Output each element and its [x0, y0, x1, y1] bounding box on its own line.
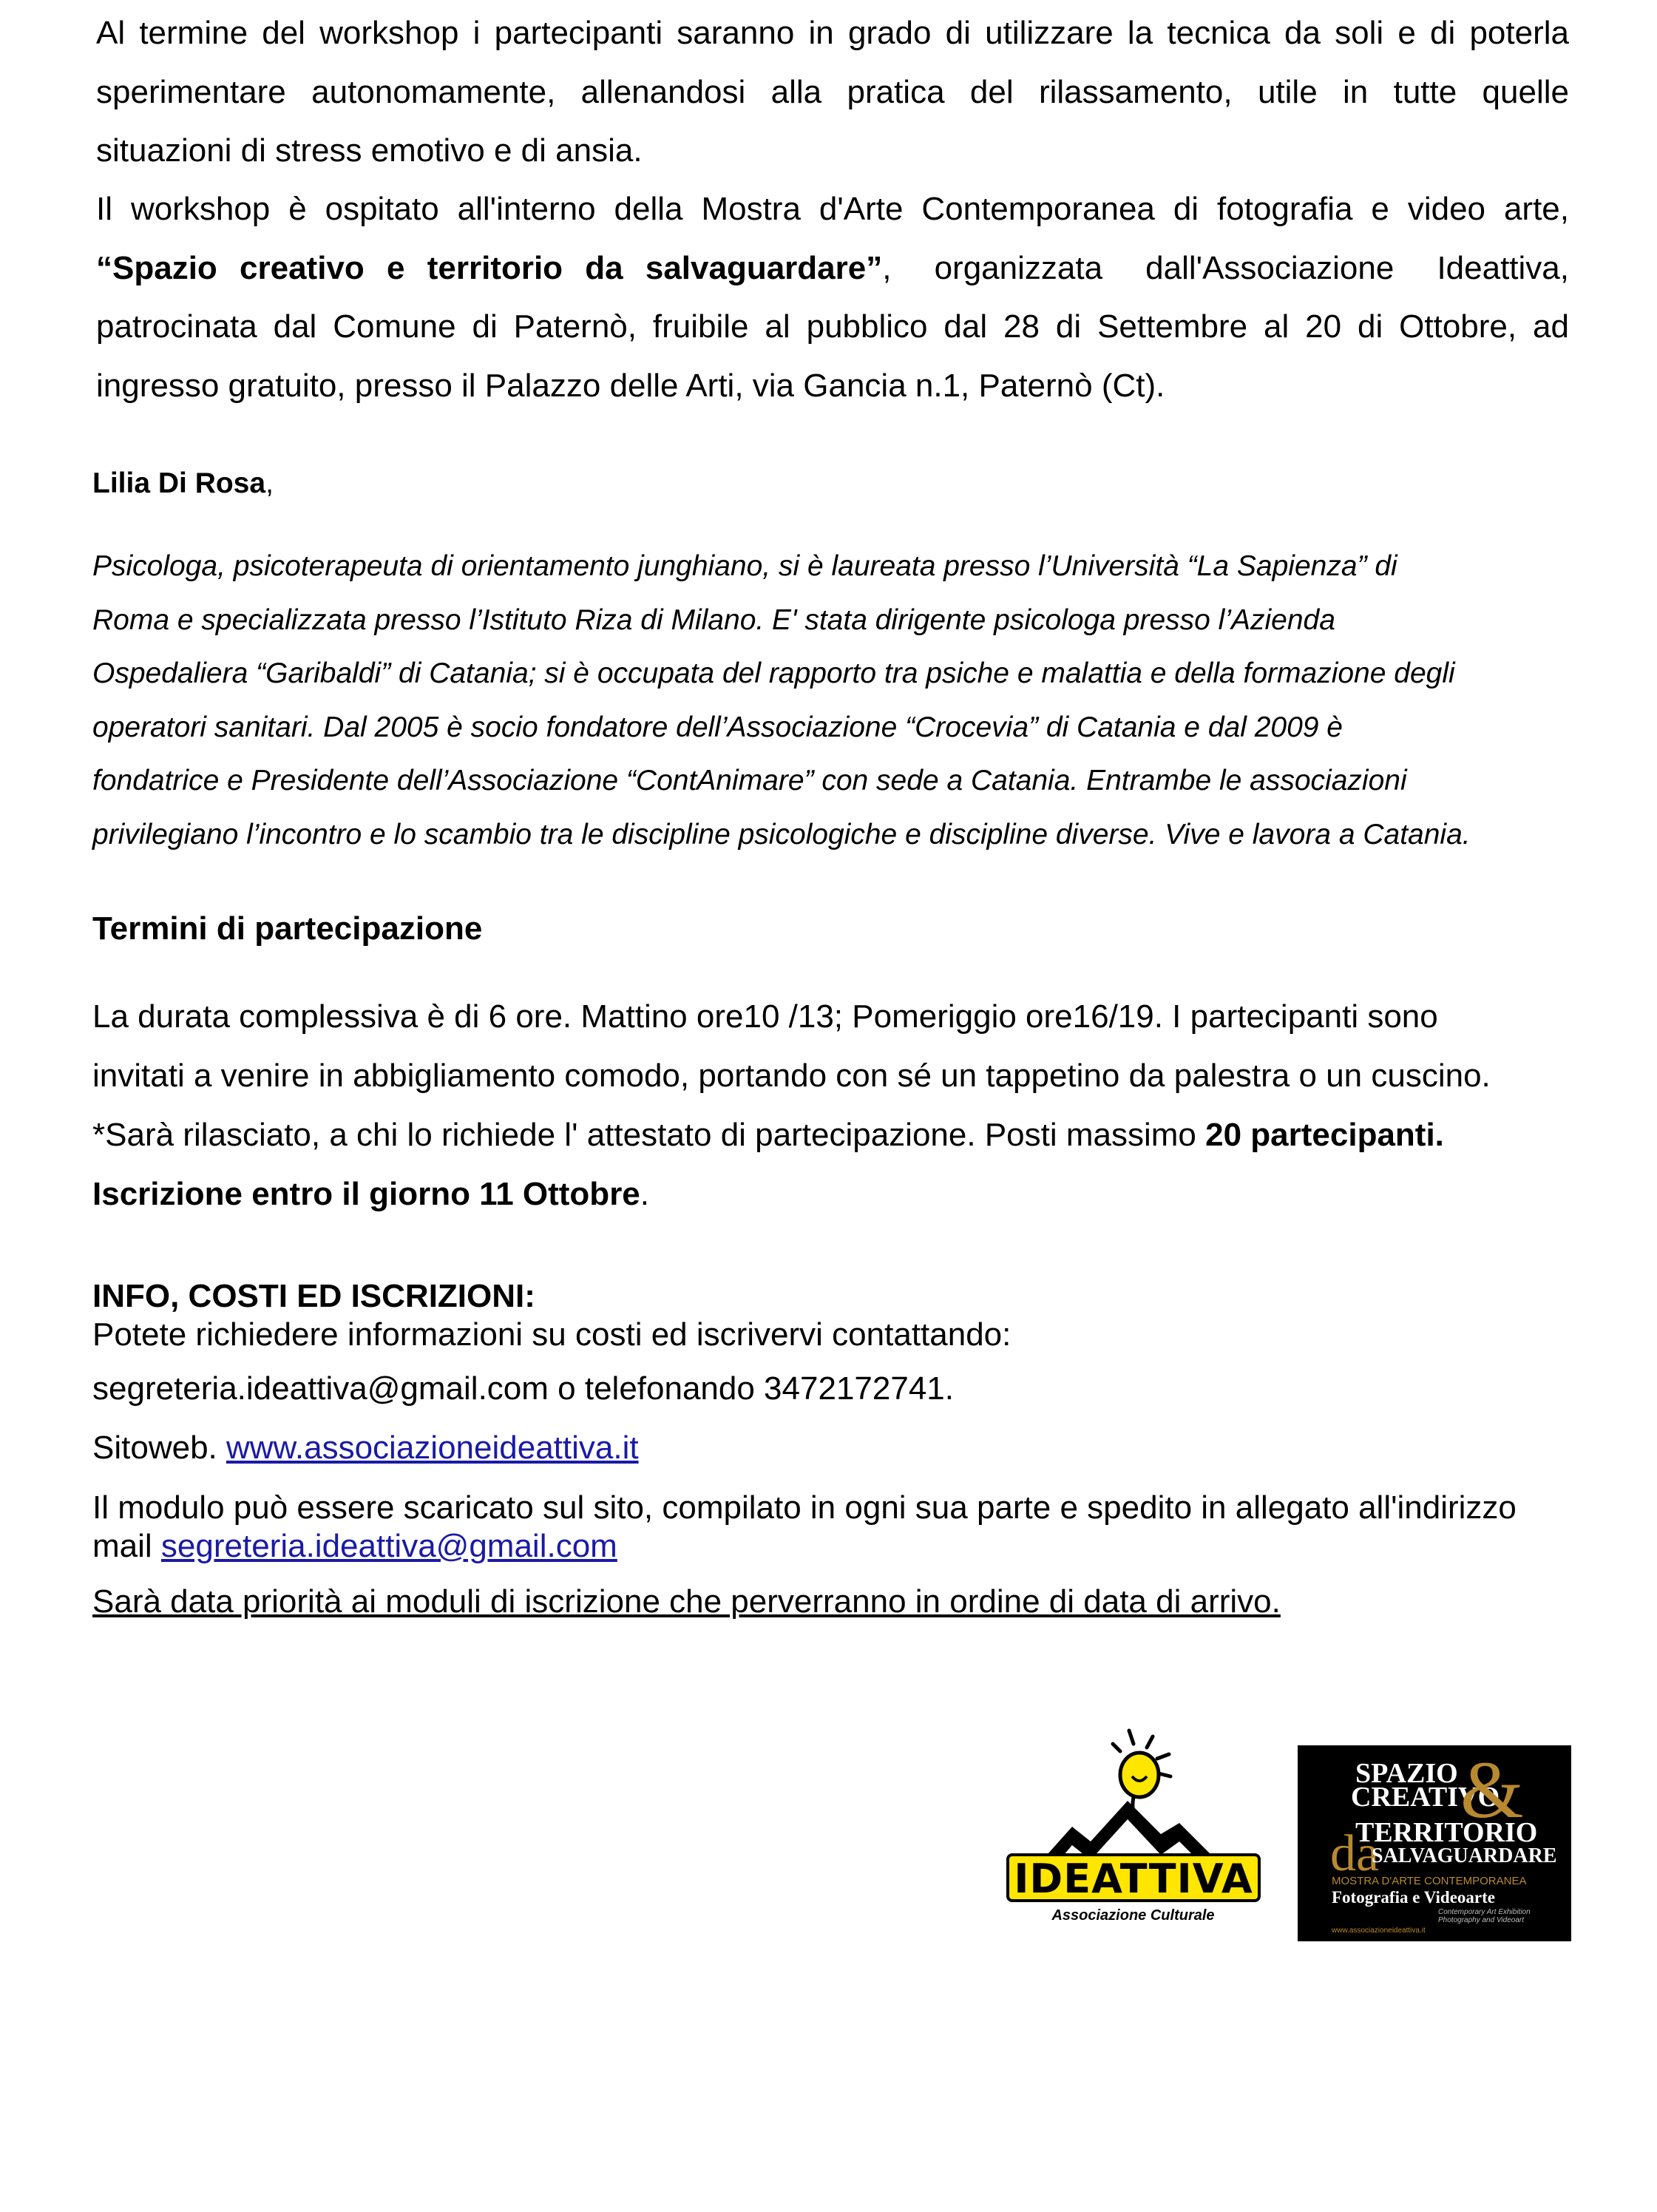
- logo-text-salvaguardare: SALVAGUARDARE: [1372, 1844, 1557, 1867]
- author-name: Lilia Di Rosa: [92, 467, 266, 499]
- contact-line: segreteria.ideattiva@gmail.com o telefonando 3472172741.: [92, 1370, 954, 1407]
- info-contact-intro: [92, 1316, 1601, 1354]
- bio-line: Psicologa, psicoterapeuta di orientamento junghiano, si è laureata presso l’Università “La Sapienza” di: [92, 550, 1397, 582]
- info-form: [92, 1489, 1601, 1566]
- text-line: [92, 1165, 1601, 1224]
- text-line: ingresso gratuito, presso il Palazzo delle Arti, via Gancia n.1, Paternò (Ct).: [96, 367, 1165, 404]
- text-line: Potete richiedere informazioni su costi ed iscrivervi contattando:: [92, 1316, 1012, 1353]
- info-heading: INFO, COSTI ED ISCRIZIONI:: [92, 1278, 535, 1314]
- logo-text-spazio: SPAZIO: [1355, 1758, 1458, 1789]
- logo-text-creativo: CREATIVO: [1351, 1782, 1500, 1813]
- ideattiva-name: IDEATTIVA: [1014, 1856, 1253, 1902]
- terms-paragraph: [92, 987, 1601, 1224]
- ideattiva-subtitle: Associazione Culturale: [1051, 1907, 1215, 1924]
- text-line: [96, 239, 1569, 298]
- ideattiva-logo: [1002, 1723, 1264, 1945]
- exhibition-title: “Spazio creativo e territorio da salvaguardare”: [96, 249, 883, 286]
- text-line: La durata complessiva è di 6 ore. Mattino ore10 /13; Pomeriggio ore16/19. I partecipanti sono: [92, 998, 1438, 1035]
- bio-line: operatori sanitari. Dal 2005 è socio fondatore dell’Associazione “Crocevia” di Catania e dal 2009 è: [92, 711, 1343, 743]
- info-website: [92, 1429, 1601, 1467]
- bio-line: fondatrice e Presidente dell’Associazione “ContAnimare” con sede a Catania. Entrambe le associazioni: [92, 765, 1407, 796]
- email-link[interactable]: segreteria.ideattiva@gmail.com: [160, 1528, 617, 1564]
- bio-line: Roma e specializzata presso l’Istituto Riza di Milano. E' stata dirigente psicologa presso l’Azienda: [92, 603, 1335, 636]
- text-line: Il workshop è ospitato all'interno della Mostra d'Arte Contemporanea di fotografia e video arte,: [96, 191, 1569, 227]
- text-line: invitati a venire in abbigliamento comodo, portando con sé un tappetino da palestra o un cuscino.: [92, 1058, 1491, 1094]
- text-fragment: , organizzata dall'Associazione Ideattiva,: [882, 249, 1569, 286]
- text-line: Al termine del workshop i partecipanti saranno in grado di utilizzare la tecnica da soli e di poterla: [96, 15, 1569, 51]
- logo-text-da: da: [1330, 1825, 1380, 1882]
- text-fragment: .: [640, 1176, 650, 1212]
- info-contact: [92, 1370, 1601, 1408]
- logo-text-sub2: Photography and Videoart: [1438, 1916, 1525, 1924]
- logo-ampersand: &: [1460, 1745, 1524, 1835]
- registration-deadline: Iscrizione entro il giorno 11 Ottobre: [92, 1176, 640, 1212]
- bio-line: privilegiano l’incontro e lo scambio tra le discipline psicologiche e discipline diverse. Vive e lavora a Catania.: [92, 818, 1471, 850]
- logo-text-mostra: MOSTRA D'ARTE CONTEMPORANEA: [1332, 1875, 1527, 1887]
- intro-paragraph-2: [96, 180, 1569, 415]
- text-fragment: mail: [92, 1528, 161, 1564]
- author-heading: [92, 466, 274, 501]
- text-line: [92, 1106, 1601, 1165]
- text-line: patrocinata dal Comune di Paternò, fruibile al pubblico dal 28 di Settembre al 20 di Ottobre, ad: [96, 308, 1569, 345]
- text-line: situazioni di stress emotivo e di ansia.: [96, 132, 643, 169]
- bio-line: Ospedaliera “Garibaldi” di Catania; si è occupata del rapporto tra psiche e malattia e della formazione degli: [92, 657, 1455, 689]
- priority-note: Sarà data priorità ai moduli di iscrizione che perverranno in ordine di data di arrivo.: [92, 1583, 1281, 1620]
- text-line: Il modulo può essere scaricato sul sito, compilato in ogni sua parte e spedito in allegato all'indirizzo: [92, 1489, 1517, 1526]
- logo-text-territorio: TERRITORIO: [1355, 1817, 1538, 1848]
- intro-paragraph-1: [96, 4, 1569, 180]
- logo-text-url: www.associazioneideattiva.it: [1332, 1927, 1426, 1935]
- text-line: sperimentare autonomamente, allenandosi alla pratica del rilassamento, utile in tutte quelle: [96, 73, 1569, 110]
- website-label: Sitoweb.: [92, 1430, 226, 1466]
- website-link[interactable]: www.associazioneideattiva.it: [226, 1430, 639, 1466]
- logo-text-sub1: Contemporary Art Exhibition: [1438, 1908, 1531, 1916]
- logo-text-fotografia: Fotografia e Videoarte: [1332, 1888, 1495, 1907]
- max-participants: 20 partecipanti.: [1205, 1117, 1444, 1153]
- text-fragment: *Sarà rilasciato, a chi lo richiede l' attestato di partecipazione. Posti massimo: [92, 1117, 1206, 1153]
- author-name-suffix: ,: [265, 467, 274, 499]
- terms-heading: Termini di partecipazione: [92, 910, 483, 947]
- info-priority: [92, 1583, 1601, 1621]
- author-bio: [92, 540, 1586, 862]
- spazio-creativo-logo: [1298, 1745, 1571, 1941]
